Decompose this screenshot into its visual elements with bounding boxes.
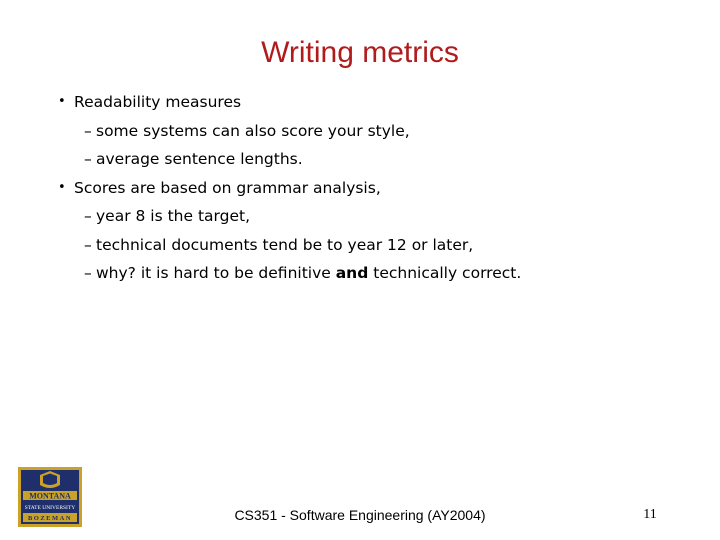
bullet-marker: • — [58, 179, 66, 195]
bullet-list — [58, 88, 698, 288]
slide-title: Writing metrics — [261, 36, 459, 69]
sub-bullet-text-after: technically correct. — [368, 264, 522, 282]
sub-bullet-text: year 8 is the target, — [96, 207, 251, 225]
dash-marker: – — [84, 150, 92, 168]
dash-marker: – — [84, 207, 92, 225]
sub-bullet-item — [58, 145, 698, 174]
footer-text: CS351 - Software Engineering (AY2004) — [234, 507, 486, 523]
sub-bullet-text: technical documents tend be to year 12 or later, — [96, 235, 474, 254]
dash-marker: – — [84, 121, 92, 140]
sub-bullet-text: average sentence lengths. — [96, 150, 303, 168]
sub-bullet-item — [58, 202, 698, 231]
emphasized-word: and — [335, 264, 369, 282]
sub-bullet-item — [58, 117, 698, 146]
university-logo — [18, 467, 82, 527]
bullet-text: Scores are based on grammar analysis, — [74, 178, 381, 197]
dash-marker: – — [84, 264, 92, 282]
logo-line2: STATE UNIVERSITY — [24, 505, 76, 511]
sub-bullet-text: some systems can also score your style, — [96, 121, 410, 140]
sub-bullet-text-before: why? it is hard to be definitive — [96, 264, 336, 282]
sub-bullet-item — [58, 231, 698, 260]
sub-bullet-item — [58, 259, 698, 288]
logo-line3: BOZEMAN — [27, 515, 73, 522]
bullet-item — [58, 88, 698, 117]
bullet-text: Readability measures — [74, 93, 242, 111]
logo-line1: MONTANA — [29, 491, 71, 501]
bullet-marker: • — [58, 94, 66, 109]
bullet-item — [58, 174, 698, 203]
page-number: 11 — [643, 507, 657, 522]
dash-marker: – — [84, 235, 92, 254]
